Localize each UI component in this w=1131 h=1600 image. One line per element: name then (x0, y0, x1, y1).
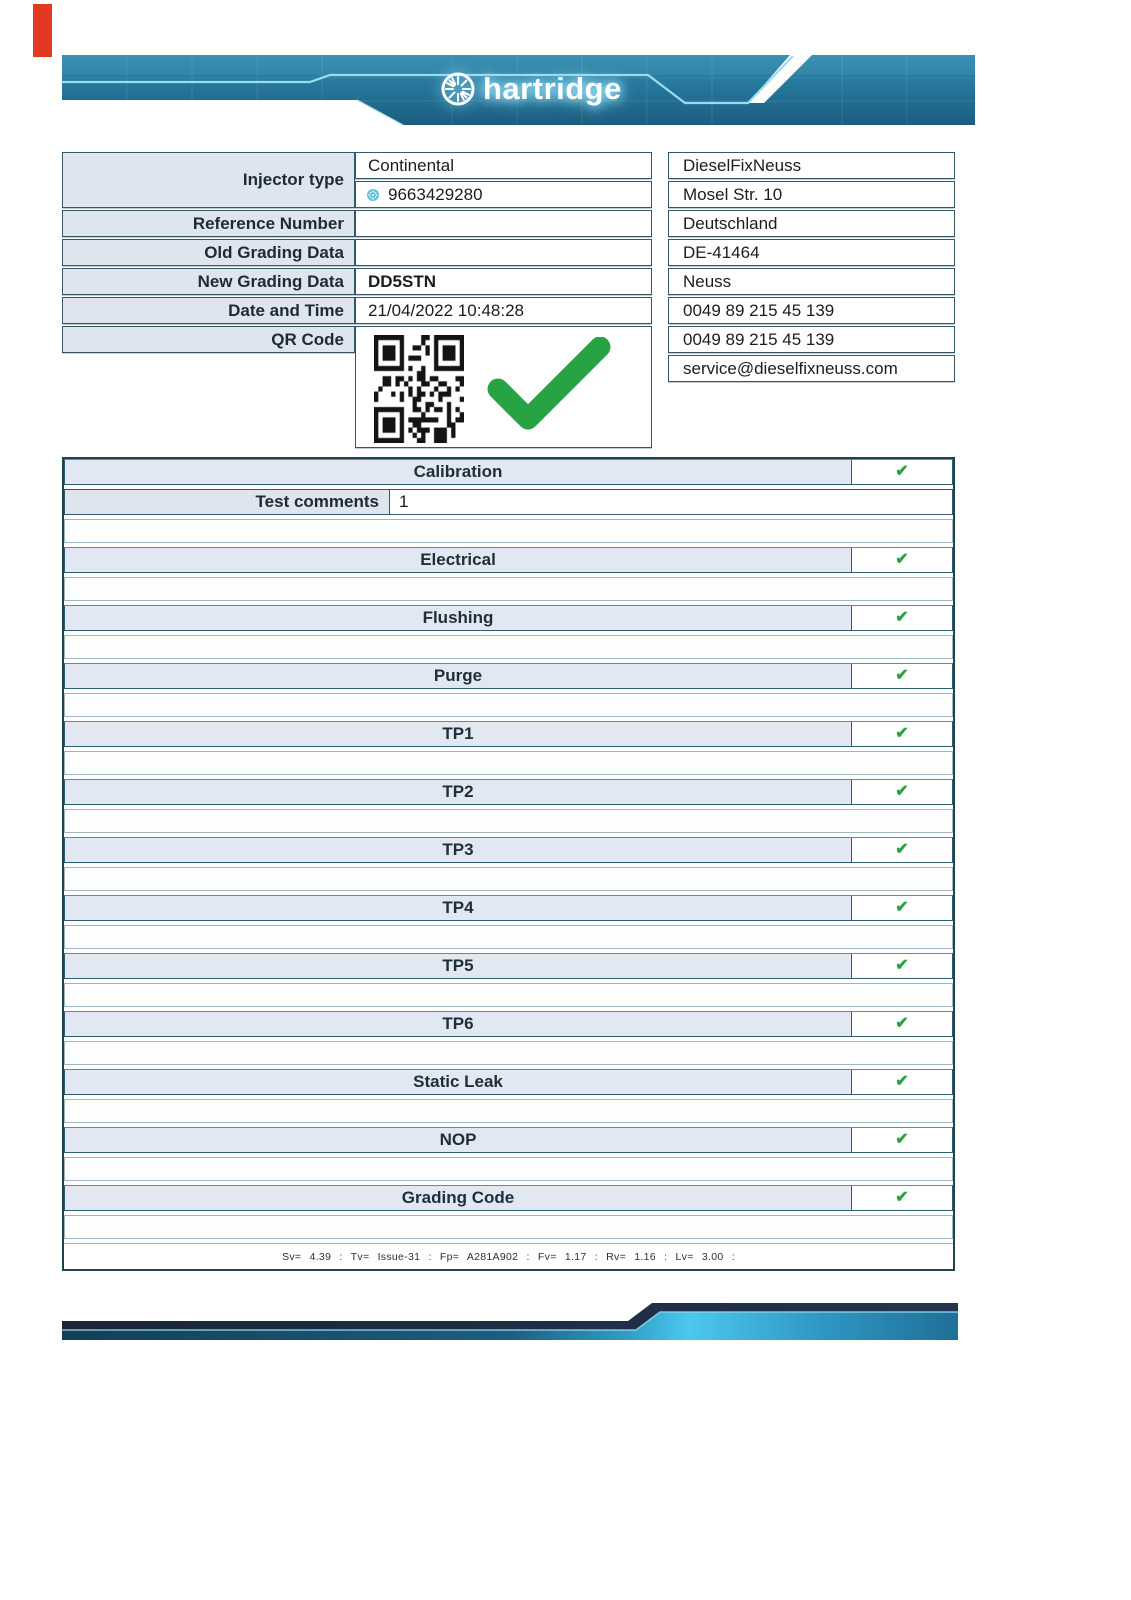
pass-check-icon: ✔ (895, 1073, 909, 1090)
test-result-cell (851, 1186, 952, 1210)
workshop-name: DieselFixNeuss (668, 152, 955, 179)
test-row-electrical (64, 547, 953, 573)
test-label: Flushing (65, 606, 851, 630)
spacer-row (64, 925, 953, 949)
test-comments-label: Test comments (64, 489, 390, 515)
test-row-static-leak (64, 1069, 953, 1095)
spacer-row (64, 1157, 953, 1181)
label-new-grading-data: New Grading Data (62, 268, 355, 295)
pass-check-icon: ✔ (895, 1189, 909, 1206)
header-banner (62, 55, 975, 125)
test-row-flushing (64, 605, 953, 631)
test-row-tp6 (64, 1011, 953, 1037)
test-result-cell (851, 1128, 952, 1152)
value-manufacturer: Continental (355, 152, 652, 179)
pass-check-icon: ✔ (895, 1015, 909, 1032)
test-label: Purge (65, 664, 851, 688)
spacer-row (64, 1215, 953, 1239)
test-result-cell (851, 460, 952, 484)
spacer-row (64, 867, 953, 891)
workshop-city: Neuss (668, 268, 955, 295)
test-row-grading-code (64, 1185, 953, 1211)
label-date-and-time: Date and Time (62, 297, 355, 324)
spacer-row (64, 751, 953, 775)
workshop-phone-2: 0049 89 215 45 139 (668, 326, 955, 353)
test-result-cell (851, 1070, 952, 1094)
hartridge-wheel-icon (440, 71, 476, 107)
test-label: NOP (65, 1128, 851, 1152)
workshop-phone-1: 0049 89 215 45 139 (668, 297, 955, 324)
spacer-row (64, 809, 953, 833)
footer-banner-graphic (62, 1299, 958, 1343)
test-comments-value: 1 (390, 489, 953, 515)
test-result-cell (851, 838, 952, 862)
spacer-row (64, 577, 953, 601)
test-result-cell (851, 548, 952, 572)
version-footer-row (64, 1243, 953, 1269)
test-result-cell (851, 780, 952, 804)
test-label: TP3 (65, 838, 851, 862)
test-row-tp1 (64, 721, 953, 747)
test-label: Calibration (65, 460, 851, 484)
test-label: TP2 (65, 780, 851, 804)
version-line: Sv= 4.39 : Tv= Issue-31 : Fp= A281A902 : Fv= 1.17 : Rv= 1.16 : Lv= 3.00 : (282, 1250, 735, 1263)
test-result-cell (851, 606, 952, 630)
test-label: TP1 (65, 722, 851, 746)
spacer-row (64, 983, 953, 1007)
test-result-cell (851, 896, 952, 920)
test-row-tp5 (64, 953, 953, 979)
spacer-row (64, 519, 953, 543)
label-reference-number: Reference Number (62, 210, 355, 237)
value-serial: 9663429280 (388, 184, 483, 204)
pass-check-icon: ✔ (895, 725, 909, 742)
pass-check-icon: ✔ (895, 1131, 909, 1148)
value-date-and-time: 21/04/2022 10:48:28 (355, 297, 652, 324)
spacer-row (64, 635, 953, 659)
scan-artifact-red-mark (33, 4, 52, 57)
injector-info-table (62, 152, 955, 452)
spacer-row (64, 1041, 953, 1065)
pass-check-icon: ✔ (895, 899, 909, 916)
test-label: TP4 (65, 896, 851, 920)
pass-check-large-icon (486, 337, 612, 433)
pass-check-icon: ✔ (895, 551, 909, 568)
workshop-email: service@dieselfixneuss.com (668, 355, 955, 382)
test-row-nop (64, 1127, 953, 1153)
value-new-grading-data: DD5STN (355, 268, 652, 295)
workshop-postcode: DE-41464 (668, 239, 955, 266)
label-old-grading-data: Old Grading Data (62, 239, 355, 266)
footer-banner (62, 1299, 958, 1343)
test-comments-row (64, 489, 953, 515)
test-label: Static Leak (65, 1070, 851, 1094)
test-row-tp4 (64, 895, 953, 921)
label-qr-code: QR Code (62, 326, 355, 353)
pass-check-icon: ✔ (895, 783, 909, 800)
test-label: TP6 (65, 1012, 851, 1036)
qr-code-cell (355, 326, 652, 448)
workshop-country: Deutschland (668, 210, 955, 237)
test-row-tp3 (64, 837, 953, 863)
hartridge-logo (440, 71, 622, 107)
qr-code (374, 335, 464, 443)
value-old-grading-data (355, 239, 652, 266)
dotted-globe-icon (366, 188, 380, 202)
pass-check-icon: ✔ (895, 463, 909, 480)
test-label: Grading Code (65, 1186, 851, 1210)
spacer-row (64, 693, 953, 717)
test-result-cell (851, 664, 952, 688)
test-label: Electrical (65, 548, 851, 572)
spacer-row (64, 1099, 953, 1123)
pass-check-icon: ✔ (895, 841, 909, 858)
pass-check-icon: ✔ (895, 957, 909, 974)
test-result-cell (851, 1012, 952, 1036)
pass-check-icon: ✔ (895, 609, 909, 626)
test-results-table (62, 457, 955, 1271)
label-injector-type: Injector type (62, 152, 355, 208)
test-result-cell (851, 954, 952, 978)
logo-text: hartridge (483, 71, 622, 106)
value-serial-row (355, 181, 652, 208)
pass-check-icon: ✔ (895, 667, 909, 684)
test-row-purge (64, 663, 953, 689)
value-reference-number (355, 210, 652, 237)
test-row-calibration (64, 459, 953, 485)
test-row-tp2 (64, 779, 953, 805)
test-label: TP5 (65, 954, 851, 978)
workshop-street: Mosel Str. 10 (668, 181, 955, 208)
test-result-cell (851, 722, 952, 746)
